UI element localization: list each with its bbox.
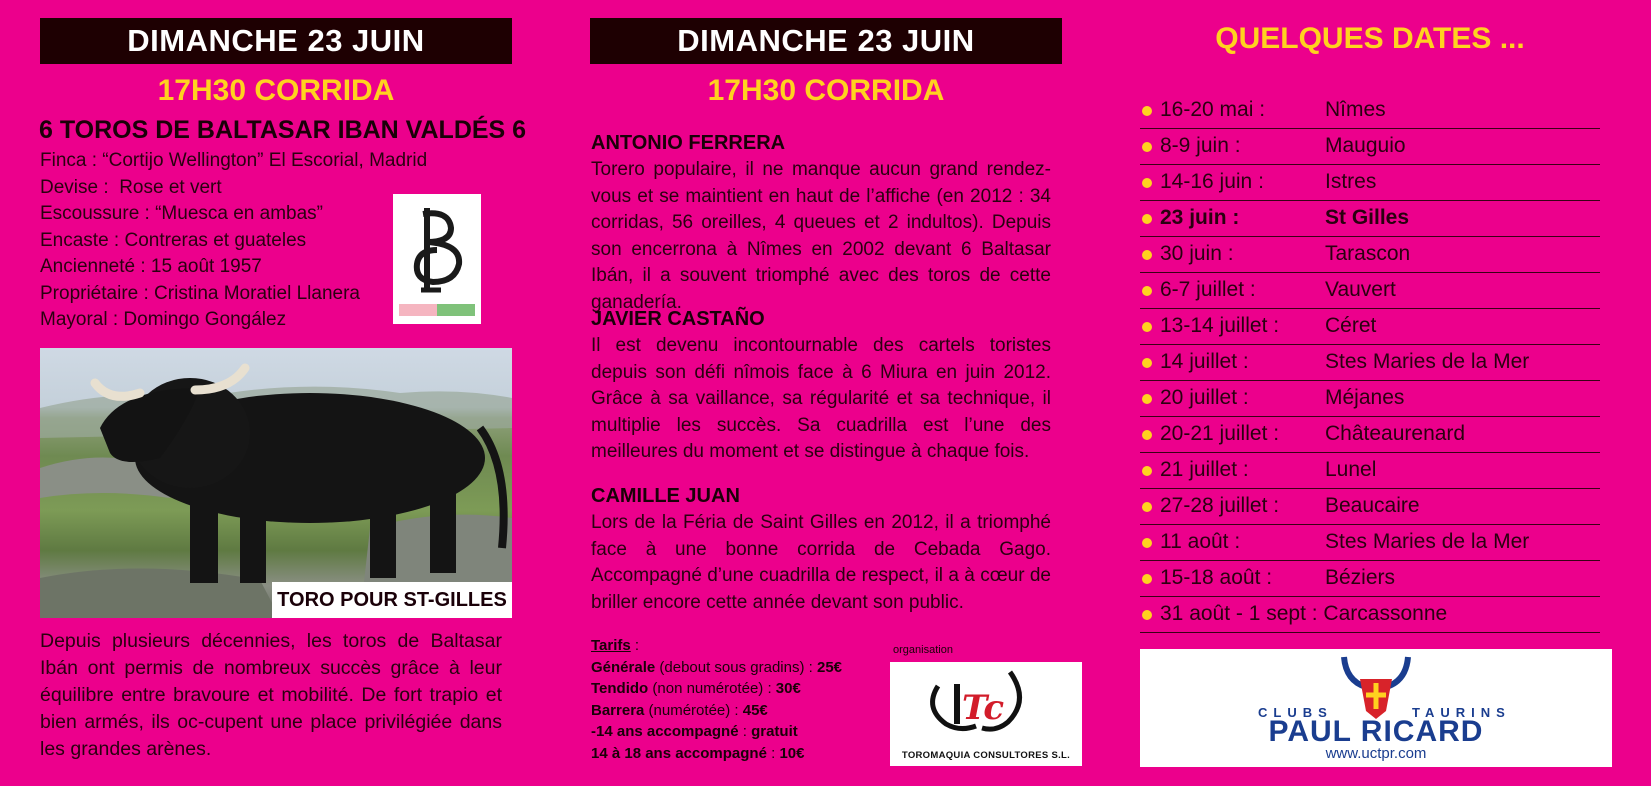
date-row: 13-14 juillet : Céret <box>1140 309 1600 345</box>
paul-ricard-sponsor <box>1140 649 1612 767</box>
date-row: 6-7 juillet : Vauvert <box>1140 273 1600 309</box>
date-row: 31 août - 1 sept : Carcassonne <box>1140 597 1600 633</box>
torero-name: CAMILLE JUAN <box>591 485 740 507</box>
col1-banner: DIMANCHE 23 JUIN <box>40 18 512 64</box>
photo-caption: TORO POUR ST-GILLES <box>272 582 512 618</box>
date-row: 30 juin : Tarascon <box>1140 237 1600 273</box>
detail-proprietaire: Propriétaire : Cristina Moratiel Llanera <box>40 282 360 304</box>
col2-event-title: 17H30 CORRIDA <box>707 74 945 107</box>
torero-name: JAVIER CASTAÑO <box>591 308 765 330</box>
bullet-icon <box>1142 502 1152 512</box>
bullet-icon <box>1142 610 1152 620</box>
dates-list <box>1140 93 1600 633</box>
toromaquia-logo <box>890 662 1082 766</box>
bullet-icon <box>1142 250 1152 260</box>
bull-photo <box>40 348 512 618</box>
bullet-icon <box>1142 466 1152 476</box>
col2-banner: DIMANCHE 23 JUIN <box>590 18 1062 64</box>
date-row: 20 juillet : Méjanes <box>1140 381 1600 417</box>
bull-head-cross-icon <box>1336 651 1416 721</box>
ganaderia-heading: 6 TOROS DE BALTASAR IBAN VALDÉS 6 <box>39 116 527 144</box>
brand-color-pink <box>399 304 437 316</box>
dates-title: QUELQUES DATES ... <box>1215 22 1525 55</box>
bullet-icon <box>1142 214 1152 224</box>
torero-bio: Lors de la Féria de Saint Gilles en 2012, il a triomphé face à une bonne corrida de Cebada Gago. Accompagné d’une cuadrilla de respect, il a à cœur de briller encore cette année devant son public. <box>591 512 1051 613</box>
bullet-icon <box>1142 394 1152 404</box>
toromaquia-name: TOROMAQUIA CONSULTORES S.L. <box>901 750 1071 761</box>
torero-1 <box>591 132 1051 316</box>
organisation-label: organisation <box>893 644 953 656</box>
bullet-icon <box>1142 358 1152 368</box>
date-row: 20-21 juillet : Châteaurenard <box>1140 417 1600 453</box>
torero-3 <box>591 485 1051 616</box>
brand-color-green <box>437 304 475 316</box>
detail-anciennete: Ancienneté : 15 août 1957 <box>40 256 262 277</box>
bullet-icon <box>1142 538 1152 548</box>
bullet-icon <box>1142 322 1152 332</box>
tarif-row: 14 à 18 ans accompagné : 10€ <box>591 744 805 762</box>
toromaquia-mark: Tc <box>962 688 1005 728</box>
detail-encaste: Encaste : Contreras et guateles <box>40 229 307 251</box>
date-row: 21 juillet : Lunel <box>1140 453 1600 489</box>
date-row: 8-9 juin : Mauguio <box>1140 129 1600 165</box>
torero-name: ANTONIO FERRERA <box>591 132 786 154</box>
date-row: 14 juillet : Stes Maries de la Mer <box>1140 345 1600 381</box>
torero-bio: Torero populaire, il ne manque aucun grand rendez-vous et se maintient en haut de l’affiche (en 2012 : 34 corridas, 56 oreilles, 4 queues et 2 indultos). Depuis son encerrona à Nîmes en 2002 devant 6 Baltasar Ibán, il a souvent triomphé avec des toros de cette ganadería. <box>591 159 1051 313</box>
date-row: 14-16 juin : Istres <box>1140 165 1600 201</box>
detail-devise: Devise : Rose et vert <box>40 176 222 198</box>
ganaderia-paragraph: Depuis plusieurs décennies, les toros de Baltasar Ibán ont permis de nombreux succès grâce à leur équilibre entre bravoure et mobilité. De fort trapio et bien armés, ils oc-cupent une place privilégiée dans les grandes arènes. <box>40 630 502 760</box>
ganaderia-details <box>40 148 428 334</box>
detail-mayoral: Mayoral : Domingo Gongález <box>40 309 287 330</box>
col1-event-title: 17H30 CORRIDA <box>157 74 395 107</box>
bullet-icon <box>1142 574 1152 584</box>
torero-bio: Il est devenu incontournable des cartels toristes depuis son défi nîmois face à 6 Miura en juin 2012. Grâce à sa vaillance, sa régularité et sa technique, il multiplie les succès. Sa cuadrilla est l’une des meilleures du moment et se distingue à chaque fois. <box>591 335 1051 462</box>
date-row: 11 août : Stes Maries de la Mer <box>1140 525 1600 561</box>
sponsor-clubs: CLUBS <box>1258 705 1333 720</box>
torero-2 <box>591 308 1051 466</box>
tarif-row: Barrera (numérotée) : 45€ <box>591 701 768 719</box>
bullet-icon <box>1142 178 1152 188</box>
ganaderia-brand-mark <box>393 194 481 324</box>
bull-icon <box>40 348 512 618</box>
detail-finca: Finca : “Cortijo Wellington” El Escorial, Madrid <box>40 150 428 171</box>
tarif-row: Tendido (non numérotée) : 30€ <box>591 680 801 697</box>
tarif-row: -14 ans accompagné : gratuit <box>591 723 798 740</box>
bullet-icon <box>1142 142 1152 152</box>
detail-escoussure: Escoussure : “Muesca en ambas” <box>40 203 324 224</box>
date-row-highlight: 23 juin : St Gilles <box>1140 201 1600 237</box>
sponsor-url[interactable]: www.uctpr.com <box>1325 745 1427 762</box>
bullet-icon <box>1142 430 1152 440</box>
bullet-icon <box>1142 286 1152 296</box>
tarifs-block <box>591 635 891 764</box>
sponsor-taurins: TAURINS <box>1412 705 1511 720</box>
tarif-row: Générale (debout sous gradins) : 25€ <box>591 658 843 676</box>
date-row: 27-28 juillet : Beaucaire <box>1140 489 1600 525</box>
date-row: 16-20 mai : Nîmes <box>1140 93 1600 129</box>
tarifs-heading: Tarifs : <box>591 637 640 654</box>
sponsor-name: PAUL RICARD <box>1268 715 1484 748</box>
iron-brand-icon <box>393 198 481 298</box>
bullet-icon <box>1142 106 1152 116</box>
date-row: 15-18 août : Béziers <box>1140 561 1600 597</box>
